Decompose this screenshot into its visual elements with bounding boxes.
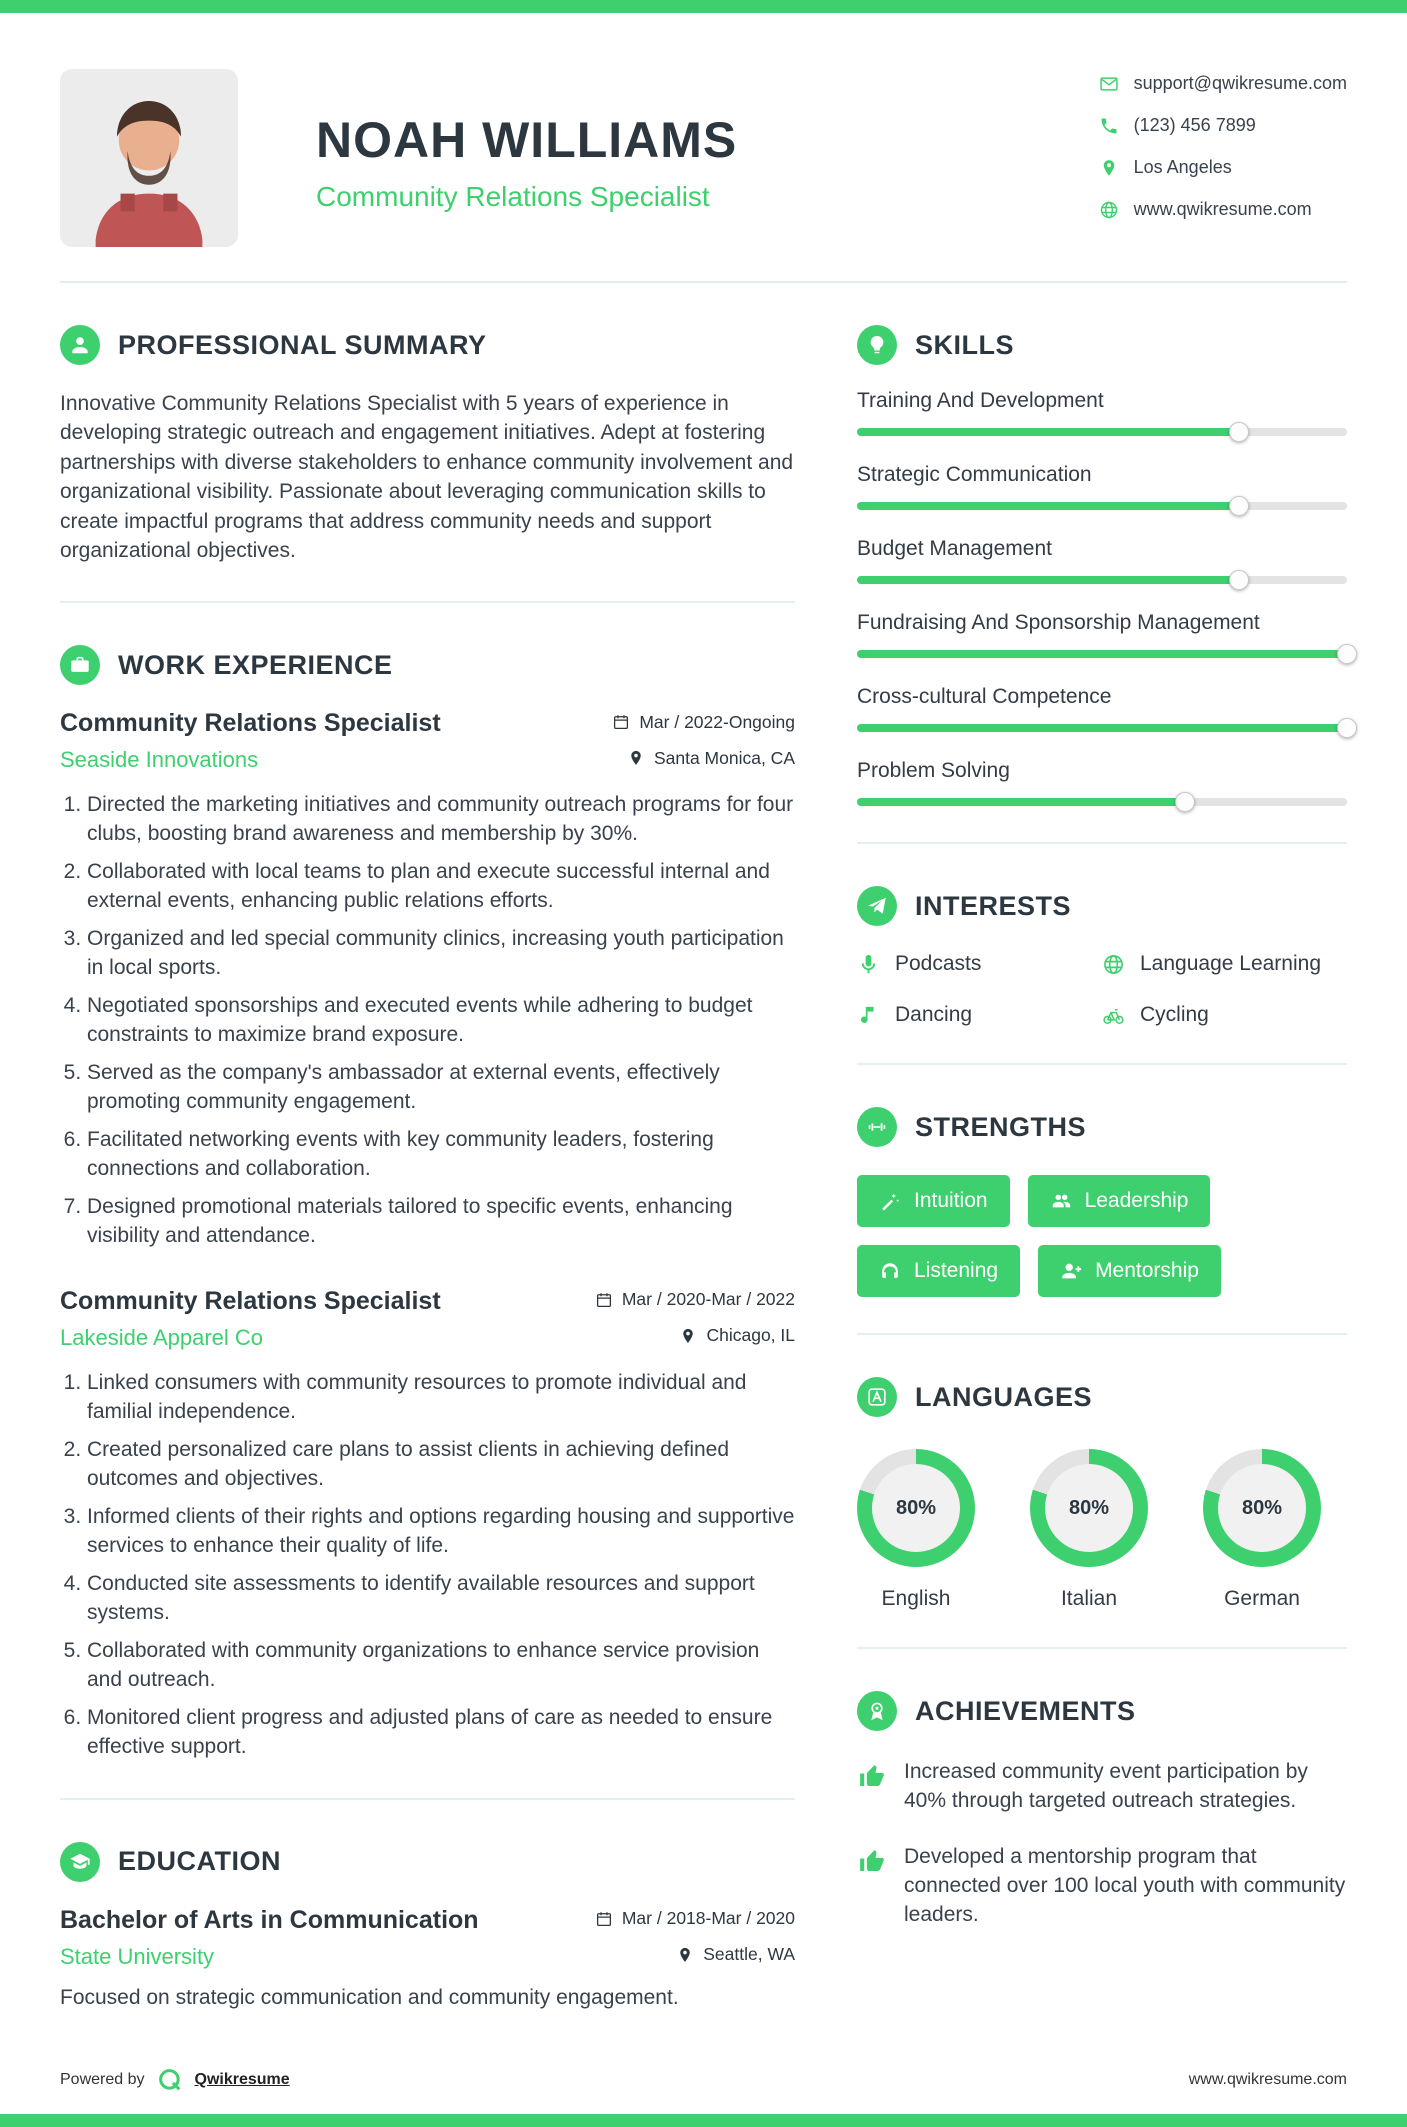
- footer-branding: [60, 2066, 290, 2094]
- bullet: 1. Linked consumers with community resources to promote individual and familial independence.: [87, 1369, 795, 1427]
- language-label: Italian: [1060, 1587, 1118, 1610]
- strength-label: Mentorship: [1095, 1259, 1199, 1282]
- languages-section: [857, 1377, 1347, 1611]
- phone-icon: [1099, 116, 1119, 136]
- school-name: State University: [60, 1943, 215, 1969]
- headphones-icon: [879, 1260, 901, 1282]
- section-title: WORK EXPERIENCE: [118, 649, 393, 680]
- calendar-icon: [595, 1291, 613, 1309]
- strengths-heading: [857, 1107, 1347, 1147]
- wand-icon: [879, 1190, 901, 1212]
- job-date-text: Mar / 2020-Mar / 2022: [621, 1289, 795, 1310]
- divider: [857, 1647, 1347, 1649]
- calendar-icon: [612, 713, 630, 731]
- language-donut: [1030, 1449, 1148, 1567]
- skills-heading: [857, 325, 1347, 365]
- degree-row: [60, 1906, 795, 1935]
- globe-icon: [1102, 953, 1125, 976]
- job-location: [627, 748, 795, 769]
- language-item: [857, 1449, 975, 1611]
- education-location-text: Seattle, WA: [703, 1944, 795, 1965]
- strengths-section: [857, 1107, 1347, 1297]
- interest-item: [1102, 952, 1347, 976]
- skill-item: [857, 759, 1347, 806]
- strength-intuition: [857, 1175, 1010, 1227]
- skill-label: Training And Development: [857, 389, 1104, 412]
- name-block: [316, 69, 737, 213]
- skill-bar: [857, 502, 1347, 510]
- strength-listening: [857, 1245, 1020, 1297]
- job-date: [612, 712, 795, 733]
- language-percent: 80%: [1241, 1496, 1283, 1519]
- user-icon: [60, 325, 100, 365]
- briefcase-icon: [60, 645, 100, 685]
- section-title: INTERESTS: [915, 890, 1072, 921]
- company-name: Lakeside Apparel Co: [60, 1324, 264, 1350]
- person-plus-icon: [1060, 1260, 1082, 1282]
- bullet: 4. Conducted site assessments to identify available resources and support systems.: [87, 1570, 795, 1628]
- skill-bar: [857, 650, 1347, 658]
- slider-knob: [1175, 792, 1195, 812]
- skill-bar: [857, 428, 1347, 436]
- strength-label: Leadership: [1084, 1189, 1189, 1212]
- interest-item: [857, 1003, 1102, 1027]
- language-percent: 80%: [1068, 1496, 1110, 1519]
- paper-plane-icon: [857, 886, 897, 926]
- interest-item: [1102, 1003, 1347, 1027]
- job-bullets: [60, 791, 795, 1251]
- contact-text: support@qwikresume.com: [1133, 73, 1347, 93]
- education-date: [595, 1908, 795, 1929]
- footer: [0, 2040, 1407, 2114]
- qwikresume-logo-icon: [156, 2066, 184, 2094]
- education-location: [676, 1944, 795, 1965]
- avatar-illustration: [60, 69, 238, 247]
- skill-label: Strategic Communication: [857, 463, 1092, 486]
- languages-row: [857, 1449, 1347, 1611]
- job-title-row: [60, 709, 795, 738]
- pin-icon: [627, 749, 645, 767]
- skills-section: [857, 325, 1347, 806]
- job-date-text: Mar / 2022-Ongoing: [639, 711, 795, 732]
- bullet: 3. Informed clients of their rights and options regarding housing and supportive services to enhance their quality of life.: [87, 1503, 795, 1561]
- medal-icon: [857, 1691, 897, 1731]
- company-name: Seaside Innovations: [60, 747, 259, 773]
- calendar-icon: [595, 1910, 613, 1928]
- bullet: 5. Collaborated with community organizations to enhance service provision and outreach.: [87, 1637, 795, 1695]
- bullet: 6. Facilitated networking events with key community leaders, fostering connections and collaboration.: [87, 1126, 795, 1184]
- education-section: [60, 1842, 795, 2010]
- bicycle-icon: [1102, 1004, 1125, 1027]
- top-accent-bar: [0, 0, 1407, 13]
- contact-phone: [1099, 115, 1347, 136]
- job-title: Community Relations Specialist: [60, 1286, 441, 1315]
- bullet: 6. Monitored client progress and adjusted plans of care as needed to ensure effective support.: [87, 1704, 795, 1762]
- job-company-row: [60, 747, 795, 773]
- section-title: LANGUAGES: [915, 1381, 1093, 1412]
- thumbs-up-icon: [857, 1761, 887, 1791]
- language-item: [1030, 1449, 1148, 1611]
- email-icon: [1099, 74, 1119, 94]
- job-bullets: [60, 1369, 795, 1762]
- skill-item: [857, 685, 1347, 732]
- content-columns: [0, 283, 1407, 2040]
- job-entry: [60, 709, 795, 1251]
- skill-label: Fundraising And Sponsorship Management: [857, 611, 1260, 634]
- skill-item: [857, 611, 1347, 658]
- job-location: [679, 1325, 795, 1346]
- skill-bar: [857, 798, 1347, 806]
- bullet: 2. Collaborated with local teams to plan and execute successful internal and external events, enhancing public relations efforts.: [87, 858, 795, 916]
- lightbulb-icon: [857, 325, 897, 365]
- interest-item: [857, 952, 1102, 976]
- contact-list: [1099, 69, 1347, 220]
- location-icon: [1099, 158, 1119, 178]
- language-icon: [857, 1377, 897, 1417]
- job-location-text: Santa Monica, CA: [653, 747, 795, 768]
- contact-website[interactable]: [1099, 199, 1347, 220]
- graduation-cap-icon: [60, 1842, 100, 1882]
- thumbs-up-icon: [857, 1846, 887, 1876]
- divider: [857, 842, 1347, 844]
- strength-label: Listening: [914, 1259, 999, 1282]
- interests-section: [857, 886, 1347, 1027]
- section-title: ACHIEVEMENTS: [915, 1695, 1136, 1726]
- interest-label: Podcasts: [895, 952, 982, 975]
- job-location-text: Chicago, IL: [706, 1325, 795, 1346]
- strength-leadership: [1028, 1175, 1211, 1227]
- language-item: [1203, 1449, 1321, 1611]
- interest-label: Dancing: [895, 1003, 973, 1026]
- skill-item: [857, 389, 1347, 436]
- education-heading: [60, 1842, 795, 1882]
- contact-text: (123) 456 7899: [1133, 115, 1256, 135]
- right-column: [857, 283, 1347, 1930]
- candidate-name: NOAH WILLIAMS: [316, 112, 738, 168]
- language-label: German: [1224, 1587, 1300, 1610]
- bullet: 1. Directed the marketing initiatives and community outreach programs for four clubs, boosting brand awareness and membership by 30%.: [87, 791, 795, 849]
- interest-label: Cycling: [1140, 1003, 1209, 1026]
- education-note: Focused on strategic communication and community engagement.: [60, 1985, 679, 2009]
- skill-label: Problem Solving: [857, 759, 1010, 782]
- section-title: PROFESSIONAL SUMMARY: [118, 329, 487, 360]
- skill-bar: [857, 576, 1347, 584]
- summary-text: Innovative Community Relations Specialist with 5 years of experience in developing strategic outreach and engagement initiatives. Adept at fostering partnerships with diverse stakeholders to enhance community involvement and organizational visibility. Passionate about leveraging communication skills to create impactful programs that address community needs and support organizational objectives.: [60, 392, 794, 562]
- slider-knob: [1337, 718, 1357, 738]
- slider-knob: [1337, 644, 1357, 664]
- interests-grid: [857, 952, 1347, 1027]
- contact-location: [1099, 157, 1347, 178]
- work-section: [60, 645, 795, 1761]
- divider: [857, 1063, 1347, 1065]
- job-title-row: [60, 1287, 795, 1316]
- header: [0, 13, 1407, 281]
- degree-title: Bachelor of Arts in Communication: [60, 1905, 479, 1934]
- bullet: 3. Organized and led special community clinics, increasing youth participation in local sports.: [87, 925, 795, 983]
- people-icon: [1050, 1190, 1072, 1212]
- bullet: 7. Designed promotional materials tailored to specific events, enhancing visibility and attendance.: [87, 1193, 795, 1251]
- skill-label: Budget Management: [857, 537, 1052, 560]
- slider-knob: [1229, 570, 1249, 590]
- strength-buttons: [857, 1175, 1347, 1297]
- skill-item: [857, 463, 1347, 510]
- bottom-accent-bar: [0, 2114, 1407, 2127]
- school-row: [60, 1944, 795, 1970]
- achievement-item: [857, 1758, 1347, 1816]
- skill-item: [857, 537, 1347, 584]
- globe-icon: [1099, 200, 1119, 220]
- powered-by-label: Powered by: [60, 2070, 145, 2088]
- achievements-heading: [857, 1691, 1347, 1731]
- contact-text: www.qwikresume.com: [1133, 199, 1312, 219]
- skill-bar: [857, 724, 1347, 732]
- section-title: STRENGTHS: [915, 1111, 1087, 1142]
- contact-email[interactable]: [1099, 73, 1347, 94]
- music-note-icon: [857, 1004, 880, 1027]
- summary-heading: [60, 325, 795, 365]
- language-label: English: [881, 1587, 951, 1610]
- contact-text: Los Angeles: [1133, 157, 1232, 177]
- language-donut: [857, 1449, 975, 1567]
- job-entry: [60, 1287, 795, 1762]
- job-title: Community Relations Specialist: [60, 709, 441, 738]
- achievement-text: Developed a mentorship program that connected over 100 local youth with community leaders.: [904, 1844, 1346, 1926]
- strength-icon: [857, 1107, 897, 1147]
- section-title: SKILLS: [915, 329, 1015, 360]
- slider-knob: [1229, 422, 1249, 442]
- achievement-item: [857, 1843, 1347, 1930]
- left-column: [60, 283, 795, 2010]
- job-company-row: [60, 1325, 795, 1351]
- language-donut: [1203, 1449, 1321, 1567]
- bullet: 4. Negotiated sponsorships and executed events while adhering to budget constraints to maximize brand exposure.: [87, 992, 795, 1050]
- bullet: 2. Created personalized care plans to assist clients in achieving defined outcomes and objectives.: [87, 1436, 795, 1494]
- footer-website[interactable]: www.qwikresume.com: [1188, 2070, 1347, 2088]
- language-percent: 80%: [895, 1496, 937, 1519]
- summary-section: [60, 325, 795, 565]
- strength-mentorship: [1038, 1245, 1221, 1297]
- achievement-text: Increased community event participation by 40% through targeted outreach strategies.: [904, 1760, 1308, 1812]
- pin-icon: [679, 1327, 697, 1345]
- work-heading: [60, 645, 795, 685]
- skill-label: Cross-cultural Competence: [857, 685, 1112, 708]
- education-date-text: Mar / 2018-Mar / 2020: [621, 1908, 795, 1929]
- pin-icon: [676, 1946, 694, 1964]
- candidate-title: Community Relations Specialist: [316, 181, 710, 212]
- divider: [857, 1333, 1347, 1335]
- slider-knob: [1229, 496, 1249, 516]
- achievements-section: [857, 1691, 1347, 1930]
- profile-photo: [60, 69, 238, 247]
- section-title: EDUCATION: [118, 1846, 281, 1877]
- interest-label: Language Learning: [1140, 952, 1322, 975]
- divider: [60, 1798, 795, 1800]
- languages-heading: [857, 1377, 1347, 1417]
- qwikresume-link[interactable]: Qwikresume: [194, 2070, 290, 2088]
- job-date: [595, 1289, 795, 1310]
- divider: [60, 601, 795, 603]
- interests-heading: [857, 886, 1347, 926]
- strength-label: Intuition: [914, 1189, 988, 1212]
- bullet: 5. Served as the company's ambassador at external events, effectively promoting community engagement.: [87, 1059, 795, 1117]
- microphone-icon: [857, 953, 880, 976]
